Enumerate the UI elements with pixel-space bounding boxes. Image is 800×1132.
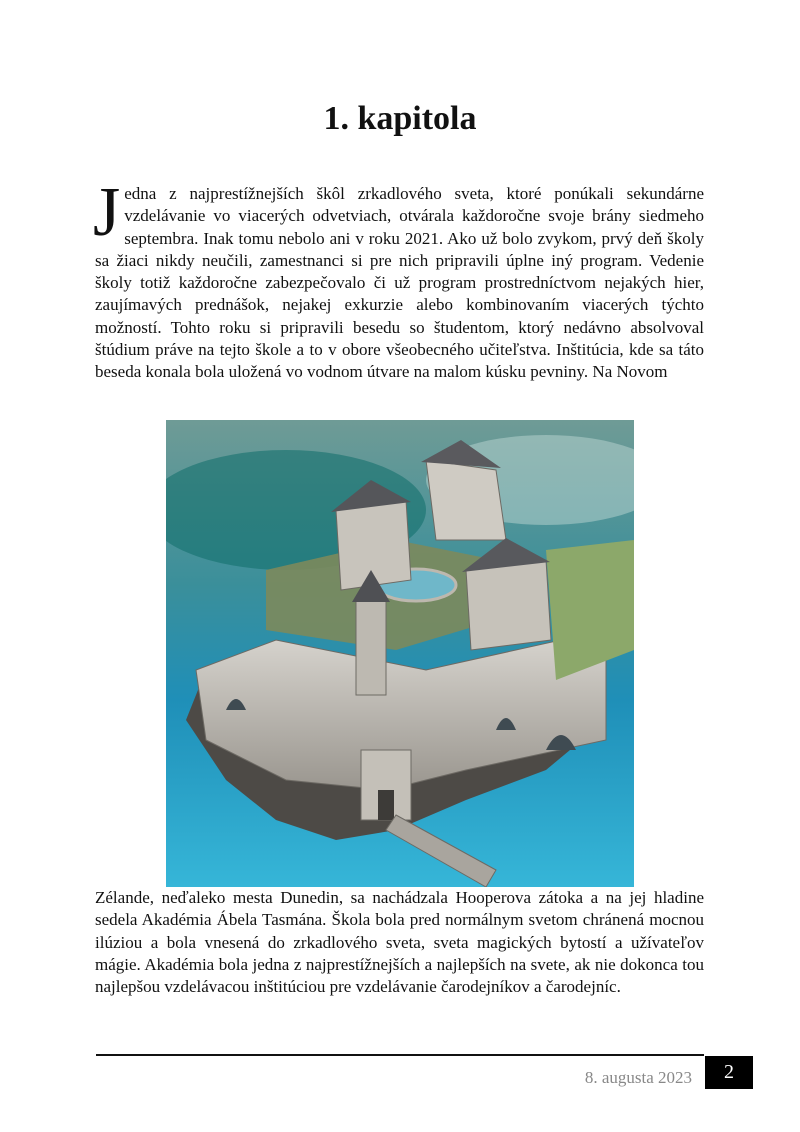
drop-cap: J xyxy=(93,174,121,251)
chapter-title: 1. kapitola xyxy=(323,100,477,137)
castle-illustration xyxy=(166,420,634,887)
castle-island-icon xyxy=(166,420,634,887)
paragraph-intro-text: edna z najprestížnejších škôl zrkadlového sveta, ktoré ponúkali sekundárne vzdelávanie vo viacerých odvetviach, otvárala každoročne svoje brány siedmeho septembra. Inak tomu nebolo ani v roku 2021. Ako už bolo zvykom, prvý deň školy sa žiaci nikdy neučili, zamestnanci si pre nich pripravili úplne iný program. Vedenie školy totiž každoročne zabezpečovalo či už program prostredníctvom nejakých hier, zaujímavých prednášok, nejakej exkurzie alebo kombinovaním viacerých týchto možností. Tohto roku si pripravili besedu so študentom, ktorý nedávno absolvoval štúdium práve na tejto škole a to v obore všeobecného učiteľstva. Inštitúcia, kde sa táto beseda konala bola uložená vo vodnom útvare na malom kúsku pevniny. Na Novom xyxy=(95,184,704,382)
paragraph-intro xyxy=(93,174,704,384)
page-number: 2 xyxy=(705,1056,753,1089)
paragraph-continued: Zélande, neďaleko mesta Dunedin, sa nachádzala Hooperova zátoka a na jej hladine sedela Akadémia Ábela Tasmána. Škola bola pred normálnym svetom chránená mocnou ilúziou a bola vnesená do zrkadlového sveta, sveta magických bytostí a užívateľov mágie. Akadémia bola jedna z najprestížnejších a najlepších na svete, ak nie dokonca tou najlepšou vzdelávacou inštitúciou pre vzdelávanie čarodejníkov a čarodejníc. xyxy=(95,888,704,997)
footer-date: 8. augusta 2023 xyxy=(584,1068,692,1087)
footer-rule xyxy=(96,1054,704,1056)
